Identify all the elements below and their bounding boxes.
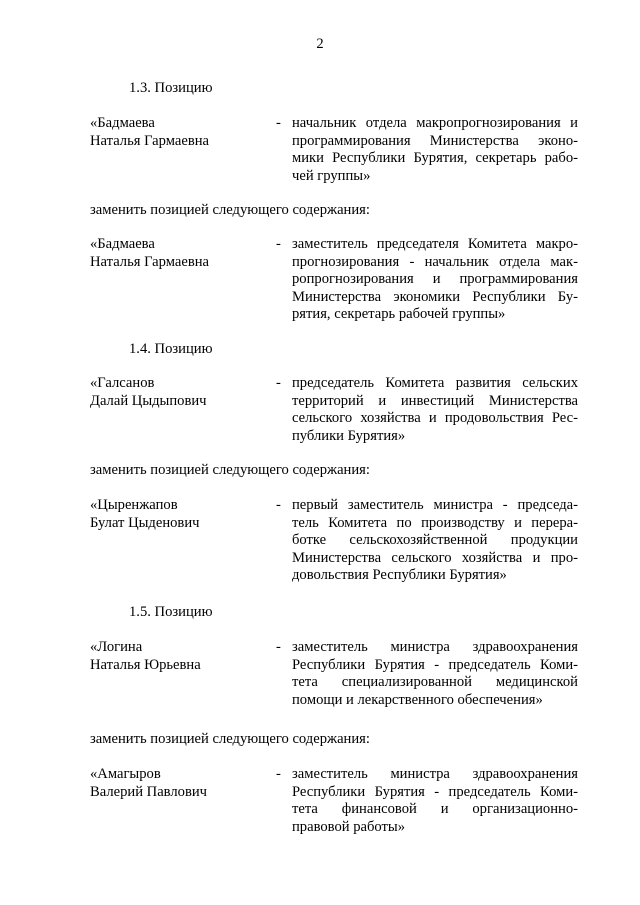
desc-line: программирования Министерства эконо- — [292, 132, 578, 149]
desc-line: публики Бурятия» — [292, 427, 406, 444]
section-heading: 1.4. Позицию — [129, 341, 213, 357]
replace-instruction: заменить позицией следующего содержания: — [90, 462, 370, 478]
desc-line: Республики Бурятия - председатель Коми- — [292, 656, 578, 673]
section-heading: 1.3. Позицию — [129, 80, 213, 96]
desc-line: ропрогнозирования и программирования — [292, 271, 578, 288]
name-line: «Бадмаева — [90, 236, 155, 252]
position-description — [292, 375, 578, 445]
desc-line: Республики Бурятия - председатель Коми- — [292, 783, 578, 800]
name-line: «Амагыров — [90, 766, 161, 782]
name-line: Булат Цыденович — [90, 514, 200, 531]
desc-line: председатель Комитета развития сельских — [292, 375, 578, 391]
separator-dash: - — [276, 497, 281, 513]
name-line: «Цыренжапов — [90, 497, 178, 513]
desc-line: довольствия Республики Бурятия» — [292, 567, 507, 584]
person-name — [90, 497, 270, 532]
position-description — [292, 236, 578, 324]
name-line: Валерий Павлович — [90, 783, 207, 800]
desc-line: тета финансовой и организационно- — [292, 801, 578, 818]
desc-line: Министерства сельского хозяйства и про- — [292, 549, 578, 566]
desc-line: территорий и инвестиций Министерства — [292, 392, 578, 409]
person-name — [90, 639, 270, 674]
desc-line: тета специализированной медицинской — [292, 674, 578, 691]
name-line: «Галсанов — [90, 375, 155, 391]
section-heading: 1.5. Позицию — [129, 604, 213, 620]
separator-dash: - — [276, 375, 281, 391]
desc-line: прогнозирования - начальник отдела мак- — [292, 253, 578, 270]
replace-instruction: заменить позицией следующего содержания: — [90, 731, 370, 747]
position-description — [292, 115, 578, 185]
position-description — [292, 497, 578, 585]
desc-line: сельского хозяйства и продовольствия Рес- — [292, 410, 578, 427]
desc-line: первый заместитель министра - председа- — [292, 497, 578, 513]
name-line: Наталья Гармаевна — [90, 253, 209, 270]
separator-dash: - — [276, 639, 281, 655]
person-name — [90, 236, 270, 271]
page-number: 2 — [316, 36, 324, 52]
name-line: «Логина — [90, 639, 143, 655]
desc-line: правовой работы» — [292, 818, 406, 835]
desc-line: чей группы» — [292, 167, 371, 184]
name-line: Далай Цыдыпович — [90, 392, 207, 409]
position-description — [292, 639, 578, 709]
desc-line: помощи и лекарственного обеспечения» — [292, 691, 543, 708]
separator-dash: - — [276, 236, 281, 252]
person-name — [90, 766, 270, 801]
name-line: Наталья Гармаевна — [90, 132, 209, 149]
desc-line: тель Комитета по производству и перера- — [292, 514, 578, 531]
name-line: Наталья Юрьевна — [90, 656, 201, 673]
desc-line: рятия, секретарь рабочей группы» — [292, 306, 506, 323]
separator-dash: - — [276, 115, 281, 131]
desc-line: Министерства экономики Республики Бу- — [292, 288, 578, 305]
desc-line: мики Республики Бурятия, секретарь рабо- — [292, 150, 578, 167]
desc-line: начальник отдела макропрогнозирования и — [292, 115, 578, 131]
name-line: «Бадмаева — [90, 115, 155, 131]
desc-line: заместитель министра здравоохранения — [292, 766, 578, 782]
desc-line: ботке сельскохозяйственной продукции — [292, 532, 578, 549]
desc-line: заместитель председателя Комитета макро- — [292, 236, 578, 252]
desc-line: заместитель министра здравоохранения — [292, 639, 578, 655]
separator-dash: - — [276, 766, 281, 782]
person-name — [90, 375, 270, 410]
position-description — [292, 766, 578, 836]
person-name — [90, 115, 270, 150]
replace-instruction: заменить позицией следующего содержания: — [90, 202, 370, 218]
